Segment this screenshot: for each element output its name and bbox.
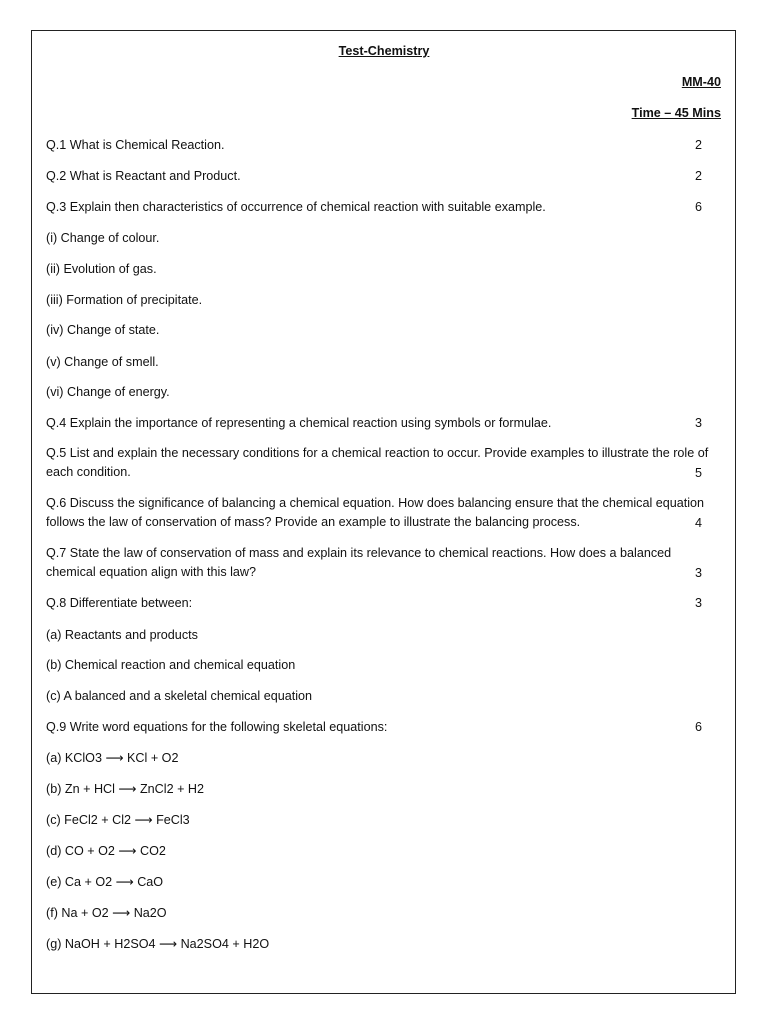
question-3-item: (v) Change of smell. (46, 355, 159, 369)
question-8-item: (b) Chemical reaction and chemical equation (46, 658, 296, 672)
test-title: Test-Chemistry (338, 44, 430, 58)
question-3-item: (iv) Change of state. (46, 323, 160, 337)
equation-item: (a) KClO3 ⟶ KCl + O2 (46, 751, 179, 765)
question-3-item: (ii) Evolution of gas. (46, 262, 157, 276)
question-8-item: (a) Reactants and products (46, 628, 198, 642)
question-3-item: (i) Change of colour. (46, 231, 160, 245)
equation-item: (b) Zn + HCl ⟶ ZnCl2 + H2 (46, 782, 205, 796)
question-9: Q.9 Write word equations for the following skeletal equations: (46, 720, 388, 734)
equation-item: (d) CO + O2 ⟶ CO2 (46, 844, 166, 858)
time-limit: Time – 45 Mins (631, 106, 721, 120)
question-4-marks: 3 (695, 416, 703, 430)
question-3-item: (vi) Change of energy. (46, 385, 170, 399)
question-8-item: (c) A balanced and a skeletal chemical equation (46, 689, 313, 703)
equation-item: (f) Na + O2 ⟶ Na2O (46, 906, 167, 920)
question-2: Q.2 What is Reactant and Product. (46, 169, 241, 183)
question-8-marks: 3 (695, 596, 703, 610)
question-3: Q.3 Explain then characteristics of occurrence of chemical reaction with suitable example. (46, 200, 546, 214)
question-8: Q.8 Differentiate between: (46, 596, 193, 610)
question-7-marks: 3 (695, 566, 703, 580)
question-1: Q.1 What is Chemical Reaction. (46, 138, 225, 152)
question-5-marks: 5 (695, 466, 703, 480)
question-6: Q.6 Discuss the significance of balancing a chemical equation. How does balancing ensure that the chemical equation follows the law of conservation of mass? Provide an example to illustrate the balancing process. (46, 496, 705, 529)
equation-item: (c) FeCl2 + Cl2 ⟶ FeCl3 (46, 813, 190, 827)
question-2-marks: 2 (695, 169, 703, 183)
equation-item: (e) Ca + O2 ⟶ CaO (46, 875, 164, 889)
equation-item: (g) NaOH + H2SO4 ⟶ Na2SO4 + H2O (46, 937, 270, 951)
max-marks: MM-40 (681, 75, 721, 89)
question-5: Q.5 List and explain the necessary conditions for a chemical reaction to occur. Provide examples to illustrate the role of each condition. (46, 446, 709, 479)
question-1-marks: 2 (695, 138, 703, 152)
question-7: Q.7 State the law of conservation of mass and explain its relevance to chemical reactions. How does a balanced chemical equation align with this law? (46, 546, 672, 579)
question-3-marks: 6 (695, 200, 703, 214)
question-6-marks: 4 (695, 516, 703, 530)
question-4: Q.4 Explain the importance of representing a chemical reaction using symbols or formulae. (46, 416, 552, 430)
question-9-marks: 6 (695, 720, 703, 734)
question-3-item: (iii) Formation of precipitate. (46, 293, 203, 307)
